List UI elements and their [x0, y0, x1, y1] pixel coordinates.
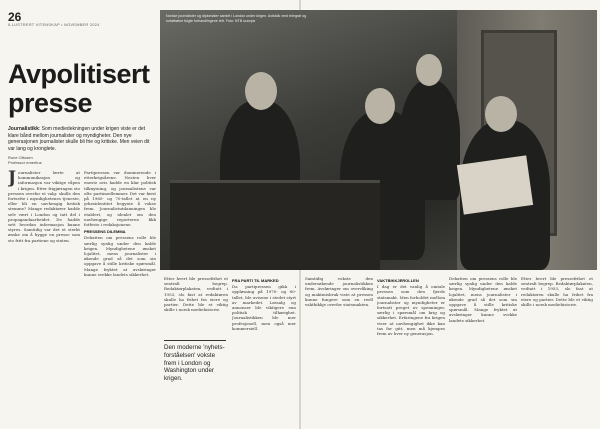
subhead-1: PRESSENS DILEMMA: [84, 229, 126, 235]
photo-head-2: [365, 88, 395, 124]
photo-podium: [170, 180, 380, 270]
body-column-6: [377, 276, 445, 420]
body-text-5: Da partipressen gikk i oppløsning på 1970- og 80-tallet, ble avisene i stedet styrt av markedet. Løssalg og annonser ble viktigere enn politisk tilhørighet. Journalistikken ble mer profesjonell, men også mer kommersiell.: [232, 284, 296, 331]
photo-figure-3: [400, 80, 460, 200]
body-text-2: Partipressen var dominerende i etterkrigsårene. Nesten hver eneste avis hadde en klar politisk tilknytning, og journalistene var ofte partimedlemmer. Det var først på 1960- og 70-tallet at en ny yrkesidentitet begynte å vokse frem. Journalistutdanningen ble etablert, og idealet om den uavhengige reporteren fikk fotfeste i redaksjonene.: [84, 170, 156, 228]
body-column-5: [305, 276, 373, 420]
lead-label: Journalistikk: [8, 126, 39, 132]
byline: [8, 155, 42, 165]
body-column-3: [164, 276, 228, 336]
running-head-left: ILLUSTRERT VITENSKAP • NOVEMBER 2024: [8, 22, 100, 27]
photo-head-3: [416, 54, 442, 86]
body-column-4: [232, 276, 296, 420]
page-number-left: 26: [8, 10, 22, 24]
photo-head-4: [485, 96, 517, 132]
pull-quote: Den moderne 'nyhetsforståelsen' vokste frem i London og Washington under krigen.: [164, 340, 226, 383]
photo-caption: Norske journalister og diplomater samlet i London under krigen. Avisfolk med telegraf og notatbøker fulgte forhandlingene tett. Foto: NTB scanpix: [166, 14, 307, 23]
byline-role: Professor emeritus: [8, 160, 42, 165]
photo-head-1: [245, 72, 277, 110]
body-text-1: ournalister lærte at kommunikasjon og informasjon var viktige våpen i krigen. Etter frigjøringen sto pressen overfor et valg: skulle den fortsette i myndighetenes tjeneste, eller bli en uavhengig kritisk stemme? Mange redaktører hadde selv vært i London og tatt del i propagandaarbeidet. De hadde sett hvordan informasjon kunne styres. Samtidig var det et sterkt ønske om å bygge en presse som sto fritt fra partiene og staten.: [8, 170, 80, 243]
article-headline: Avpolitisert presse: [8, 59, 150, 118]
body-column-8: [521, 276, 593, 420]
body-column-2: [84, 170, 156, 420]
drop-cap: J: [8, 170, 17, 188]
body-column-1: [8, 170, 80, 420]
body-text-7: I dag er det vanlig å omtale pressen som den fjerde statsmakt. Men forholdet mellom journalister og myndigheter er fortsatt preget av spenninger, særlig i spørsmål om krig og sikkerhet. Erfaringene fra krigen viser at uavhengighet ikke kan tas for gitt, men må kjempes frem av hver ny generasjon.: [377, 284, 445, 337]
body-text-3: Debatten om pressens rolle ble særlig synlig under den kalde krigen. Myndighetene ønsket lojalitet, mens journalister i økende grad så det som sin oppgave å stille kritiske spørsmål. Mange fryktet at avsløringer kunne svekke landets sikkerhet.: [84, 235, 156, 277]
body-text-9: Etter hvert ble pressefrihet et sentralt begrep. Redaktørplakaten, vedtatt i 1953, slo fast at redaktøren skulle ha frihet fra eiere og partier. Dette ble et viktig skille i norsk mediehistorie.: [521, 276, 593, 308]
photo-newspaper: [457, 155, 533, 214]
body-text-4: Etter hvert ble pressefrihet et sentralt begrep. Redaktørplakaten, vedtatt i 1953, slo fast at redaktøren skulle ha frihet fra eiere og partier. Dette ble et viktig skille i norsk mediehistorie.: [164, 276, 228, 313]
body-text-6: Samtidig vokste den undersøkende journalistikken frem. Avsløringer om overvåking og maktmisbruk viste at pressen kunne fungere som en reell vaktbikkje overfor statsmakten.: [305, 276, 373, 308]
subhead-2: FRA PARTI TIL MARKED: [232, 278, 279, 283]
body-column-7: [449, 276, 517, 420]
lead-text: Som mediedekningen under krigen viste er det klare bånd mellom journalister og myndigheter. Den nye generasjonen journalister skulle bli frie og kritiske. Men veien dit var lang og kronglete.: [8, 126, 150, 152]
archive-photo: [160, 10, 597, 270]
body-text-8: Debatten om pressens rolle ble særlig synlig under den kalde krigen. Myndighetene ønsket lojalitet, mens journalister i økende grad så det som sin oppgave å stille kritiske spørsmål. Mange fryktet at avsløringer kunne svekke landets sikkerhet.: [449, 276, 517, 323]
article-lead: Journalistikk: Som mediedekningen under krigen viste er det klare bånd mellom journalister og myndigheter. Den nye generasjonen journalister skulle bli frie og kritiske. Men veien dit var lang og kronglete.: [8, 126, 150, 152]
subhead-3: VAKTBIKKJEROLLEN: [377, 278, 419, 283]
byline-name: Rune Ottosen: [8, 155, 33, 160]
